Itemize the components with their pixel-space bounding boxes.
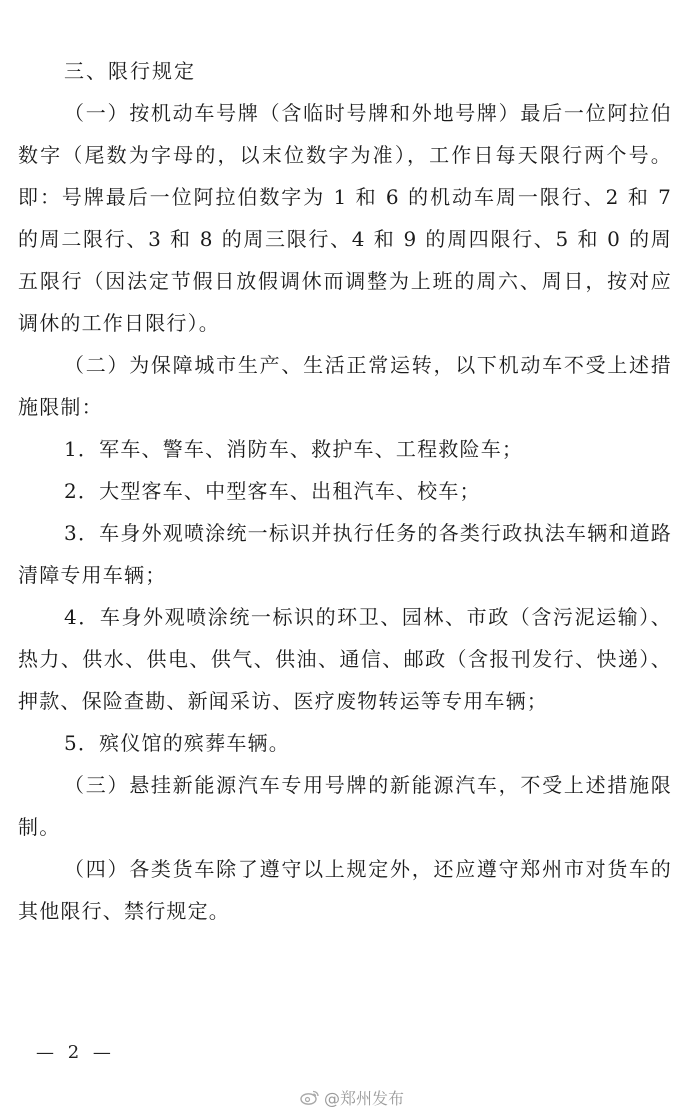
- watermark-text: @郑州发布: [323, 1088, 404, 1108]
- list-item-exempt-5: 5．殡仪馆的殡葬车辆。: [64, 731, 290, 755]
- list-item-exempt-4: 4．车身外观喷涂统一标识的环卫、园林、市政（含污泥运输）、热力、供水、供电、供气、供油、通信、邮政（含报刊发行、快递）、押款、保险查勘、新闻采访、医疗废物转运等专用车辆；: [18, 605, 672, 713]
- paragraph-rule-4: （四）各类货车除了遵守以上规定外，还应遵守郑州市对货车的其他限行、禁行规定。: [18, 857, 672, 923]
- page-number: — 2 —: [36, 1042, 115, 1063]
- list-item-exempt-2: 2．大型客车、中型客车、出租汽车、校车；: [64, 479, 481, 503]
- paragraph-rule-2: （二）为保障城市生产、生活正常运转，以下机动车不受上述措施限制：: [18, 353, 672, 419]
- weibo-icon: [300, 1089, 320, 1105]
- document-body: [18, 50, 672, 932]
- paragraph-rule-3: （三）悬挂新能源汽车专用号牌的新能源汽车，不受上述措施限制。: [18, 773, 672, 839]
- list-item-exempt-3: 3．车身外观喷涂统一标识并执行任务的各类行政执法车辆和道路清障专用车辆；: [18, 521, 672, 587]
- list-item-exempt-1: 1．军车、警车、消防车、救护车、工程救险车；: [64, 437, 524, 461]
- watermark: [300, 1086, 404, 1108]
- section-heading: 三、限行规定: [64, 59, 196, 83]
- paragraph-rule-1: （一）按机动车号牌（含临时号牌和外地号牌）最后一位阿拉伯数字（尾数为字母的，以末位数字为准），工作日每天限行两个号。即：号牌最后一位阿拉伯数字为 1 和 6 的机动车周一限行、2 和 7 的周二限行、3 和 8 的周三限行、4 和 9 的周四限行、5 和 0 的周五限行（因法定节假日放假调休而调整为上班的周六、周日，按对应调休的工作日限行）。: [18, 101, 672, 335]
